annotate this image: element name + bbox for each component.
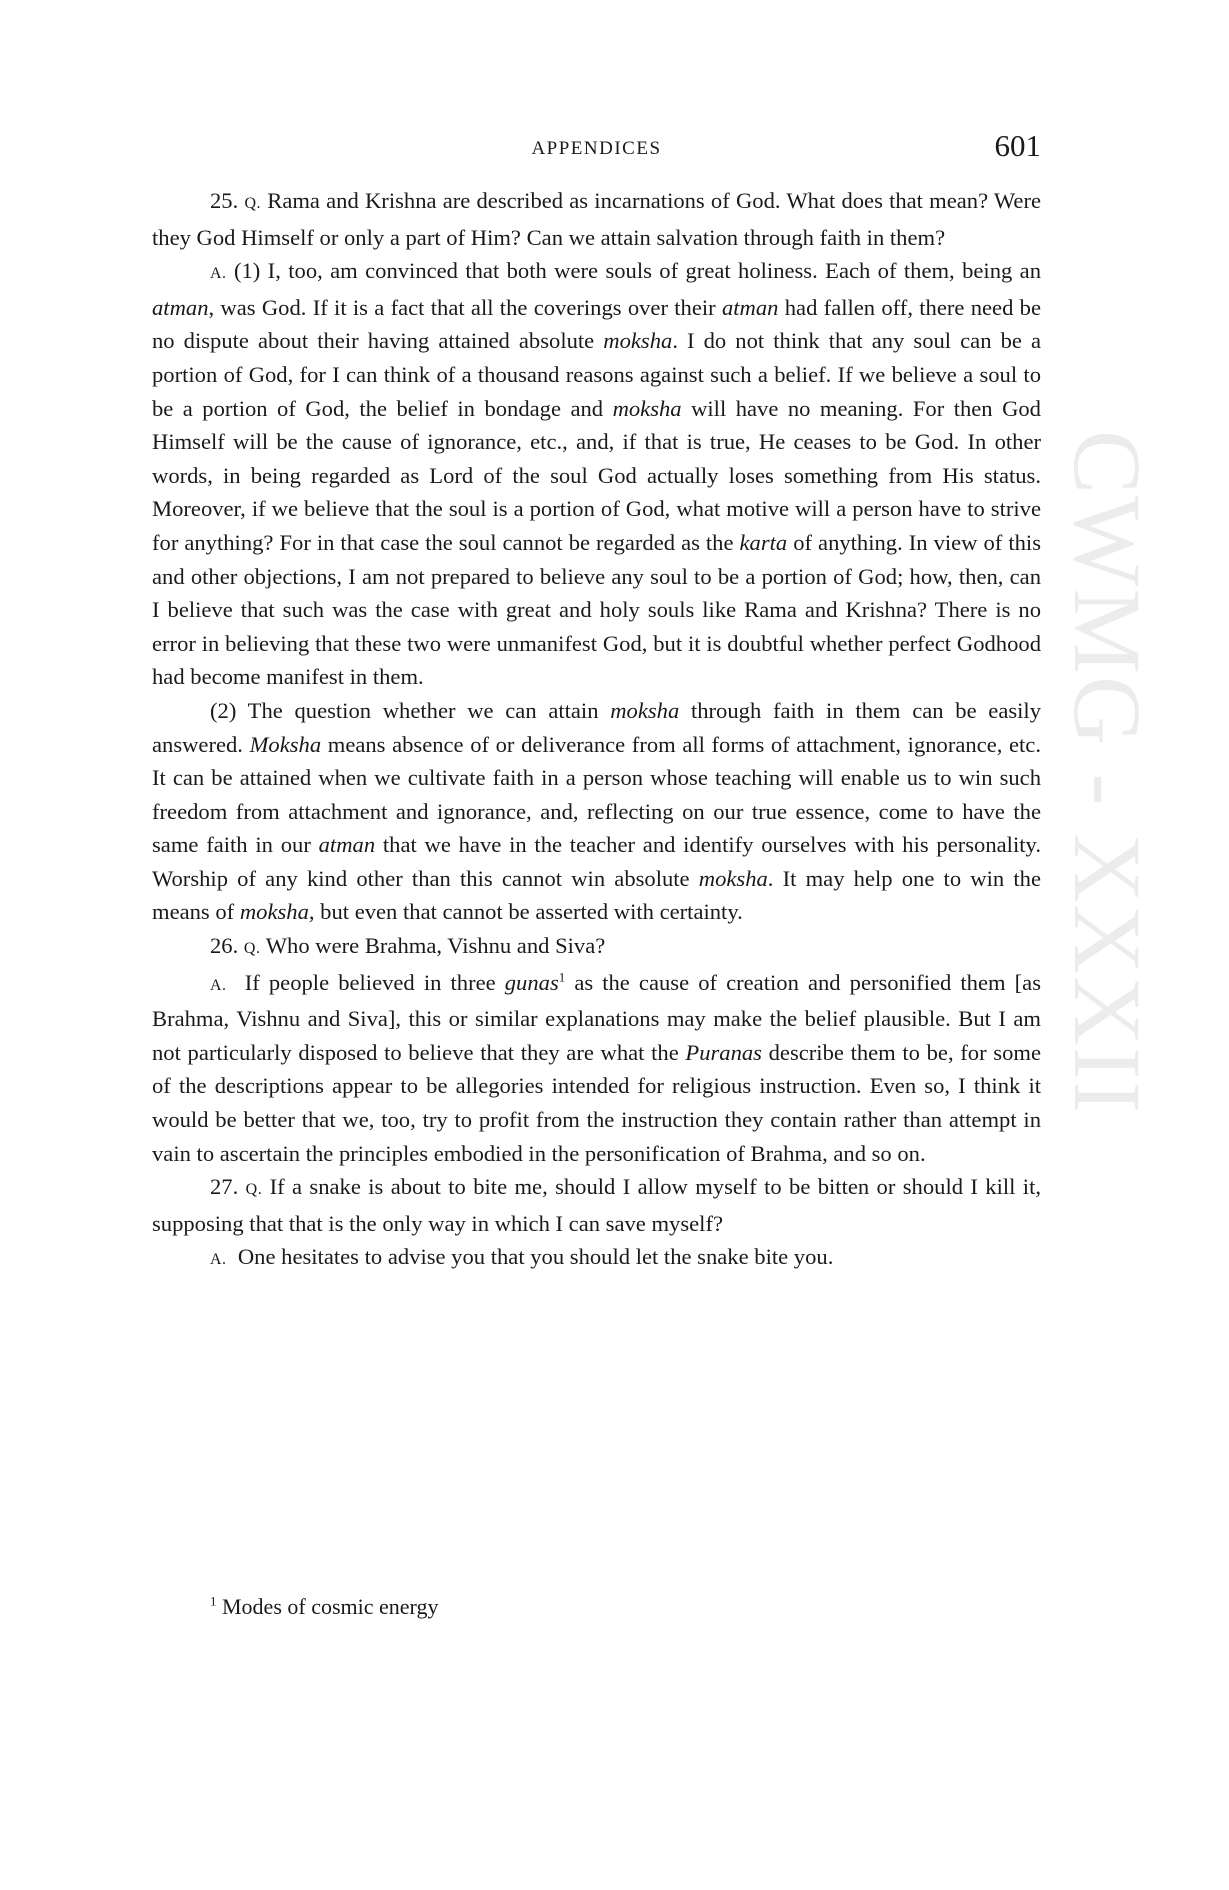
body-text (152, 184, 1041, 1277)
question-number: 26. (210, 933, 239, 959)
answer-text: (1) I, too, am convinced that both were souls of great holiness. Each of them, being an (233, 258, 1041, 284)
italic-term: atman (152, 294, 209, 320)
question-text: Who were Brahma, Vishnu and Siva? (265, 933, 606, 959)
italic-term: moksha (698, 865, 768, 891)
italic-term: atman (318, 832, 376, 858)
answer-text: , was God. If it is a fact that all the coverings over their (208, 294, 722, 320)
a-marker: A. (210, 265, 227, 283)
answer-text: , but even that cannot be asserted with certainty. (308, 899, 743, 925)
answer-text: will have no meaning. For then God Himself will be the cause of ignorance, etc., and, if that is true, He ceases to be God. In other words, in being regarded as Lord of the soul God actually loses something from His status. Moreover, if we believe that the soul is a portion of God, what motive will a person have to strive for anything? For in that case the soul cannot be regarded as the (152, 395, 1041, 555)
answer-27 (152, 1240, 1041, 1277)
q-marker: Q. (244, 195, 262, 212)
page-header (152, 128, 1041, 168)
italic-term: moksha (612, 395, 682, 421)
italic-term: Moksha (249, 731, 322, 757)
answer-text: of anything. In view of this and other objections, I am not prepared to believe any soul to be a portion of God; how, then, can I believe that such was the case with great and holy souls like Rama and Krishna? There is no error in believing that these two were unmanifest God, but it is doubtful whether perfect Godhood had become manifest in them. (152, 529, 1041, 690)
italic-term: moksha (610, 697, 680, 723)
footnote-marker: 1 (210, 1593, 217, 1609)
question-number: 27. (210, 1174, 239, 1200)
footnote (210, 1593, 910, 1621)
answer-25-part-1 (152, 254, 1041, 694)
answer-text: that we have in the teacher and identify ourselves with his personality. Worship of any kind other than this cannot win absolute (152, 832, 1041, 891)
answer-text: . It may help one to win the means of (152, 865, 1041, 925)
answer-text: through faith in them can be easily answered. (152, 697, 1041, 757)
italic-term: moksha (603, 328, 673, 354)
q-marker: Q. (243, 940, 261, 958)
answer-text: One hesitates to advise you that you should let the snake bite you. (237, 1244, 834, 1270)
page-number: 601 (994, 128, 1041, 163)
answer-text: means absence of or deliverance from all forms of attachment, ignorance, etc. It can be attained when we cultivate faith in a person whose teaching will enable us to win such freedom from attachment and ignorance, and, reflecting on our true essence, come to have the same faith in our (152, 731, 1041, 858)
answer-text: . I do not think that any soul can be a portion of God, for I can think of a thousand reasons against such a belief. If we believe a soul to be a portion of God, the belief in bondage and (152, 328, 1041, 421)
italic-term: gunas (504, 969, 559, 995)
italic-term: karta (739, 529, 788, 555)
footnote-ref: 1 (558, 969, 566, 985)
answer-text: describe them to be, for some of the descriptions appear to be allegories intended for religious instruction. Even so, I think it would be better that we, too, try to profit from the instruction they contain rather than attempt in vain to ascertain the principles embodied in the personification of Brahma, and so on. (152, 1039, 1041, 1166)
question-text: Rama and Krishna are described as incarnations of God. What does that mean? Were they God Himself or only a part of Him? Can we attain salvation through faith in them? (152, 188, 1042, 250)
running-head: APPENDICES (531, 138, 662, 159)
answer-text: as the cause of creation and personified them [as Brahma, Vishnu and Siva], this or similar explanations may make the belief plausible. But I am not particularly disposed to believe that they are what the (152, 969, 1042, 1065)
question-number: 25. (210, 188, 239, 213)
answer-26 (152, 966, 1041, 1171)
italic-term: Puranas (685, 1039, 762, 1065)
answer-text: (2) The question whether we can attain (210, 697, 611, 723)
q-marker: Q. (245, 1181, 263, 1199)
answer-text: If people believed in three (244, 969, 505, 995)
a-marker: A. (210, 1251, 227, 1269)
footnote-text: Modes of cosmic energy (216, 1594, 439, 1619)
question-27 (152, 1170, 1041, 1240)
question-25 (152, 184, 1041, 254)
question-text: If a snake is about to bite me, should I allow myself to be bitten or should I kill it, supposing that that is the only way in which I can save myself? (152, 1174, 1042, 1236)
italic-term: moksha (239, 899, 309, 925)
italic-term: atman (721, 294, 779, 320)
a-marker: A. (210, 976, 227, 994)
question-26 (152, 929, 1041, 966)
answer-25-part-2 (152, 694, 1041, 929)
watermark: CWMG - XXXII (1054, 430, 1161, 1116)
answer-text: had fallen off, there need be no dispute about their having attained absolute (152, 294, 1041, 354)
